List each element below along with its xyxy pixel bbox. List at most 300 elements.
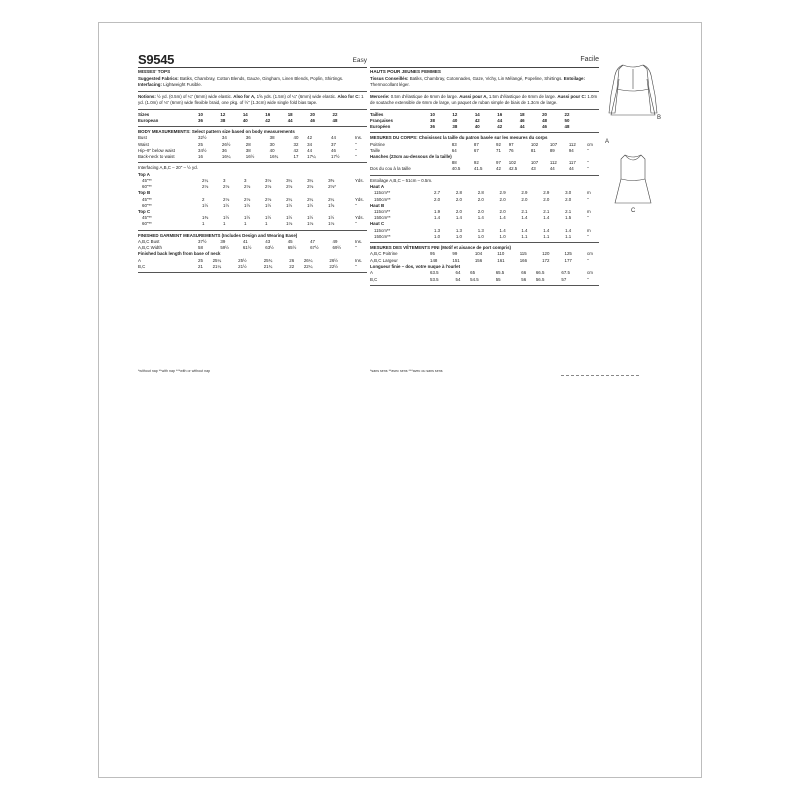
- row-unit: cm: [587, 251, 593, 257]
- cell-value: 17: [293, 154, 299, 160]
- row-unit: cm: [587, 141, 593, 147]
- cell-value: 1.1: [521, 233, 528, 239]
- cell-value: 1⅝: [328, 202, 335, 208]
- cell-value: 12: [220, 111, 226, 117]
- cell-value: 2⅛: [244, 196, 251, 202]
- footnote-fr: *sans sens **avec sens ***avec ou sans sens: [370, 369, 443, 373]
- yardage-table: [138, 172, 367, 228]
- cell-value: 1½: [307, 202, 314, 208]
- cell-value: 2¼: [202, 177, 209, 183]
- cell-value: 26¼: [303, 257, 313, 263]
- body-measurements-title: BODY MEASUREMENTS: Select pattern size based on body measurements: [138, 128, 295, 134]
- cell-value: 30: [269, 141, 275, 147]
- cell-value: 40.5: [451, 166, 461, 172]
- cell-value: 38: [430, 117, 435, 123]
- row-label: B,C: [370, 276, 378, 282]
- row-unit: ": [355, 264, 357, 270]
- cell-value: 112: [549, 160, 557, 166]
- cell-value: 1.3: [455, 227, 462, 233]
- cell-value: 69½: [332, 245, 342, 251]
- cell-value: 12: [452, 111, 458, 117]
- cell-value: 32: [293, 141, 299, 147]
- cell-value: 120: [542, 251, 550, 257]
- cell-value: 1.0: [434, 233, 441, 239]
- cell-value: 41.5: [473, 166, 483, 172]
- cell-value: 2.0: [499, 196, 506, 202]
- cell-value: 25¾: [263, 257, 273, 263]
- row-unit: [355, 118, 367, 124]
- row-unit: ": [587, 276, 589, 282]
- cell-value: 56: [521, 276, 527, 282]
- cell-value: 22: [289, 264, 295, 270]
- table-row: [138, 221, 367, 227]
- cell-value: 1½: [286, 202, 293, 208]
- group-title: Haut A: [370, 184, 384, 190]
- row-label: A: [370, 270, 373, 276]
- cell-value: 1: [244, 221, 247, 227]
- cell-value: 2.0: [434, 196, 441, 202]
- cell-value: 1.5: [565, 215, 572, 221]
- cell-value: 2.0: [565, 196, 572, 202]
- cell-value: 18: [287, 111, 293, 117]
- cell-value: 1½: [286, 215, 293, 221]
- group-title: Haut C: [370, 221, 385, 227]
- cell-value: 2.8: [455, 190, 462, 196]
- cell-value: 64: [451, 147, 457, 153]
- cell-value: 48: [542, 117, 547, 123]
- cell-value: 40: [474, 123, 480, 129]
- row-label: Tailles: [370, 111, 384, 117]
- cell-value: 3¼: [286, 177, 293, 183]
- back-length-title-fr: Longueur finie – dos, votre nuque à l'ourlet: [370, 263, 461, 269]
- cell-value: 2.0: [543, 196, 550, 202]
- notions-paragraph-fr: Mercerie: 0.5m d'élastique de 6mm de large. Aussi pour A, 1.5m d'élastique de 6mm de large. Aussi pour C: 1.0m de soutache extensible de 6mm de large, un paquet de ruban simple de biais de 1.3cm de large.: [370, 93, 598, 105]
- cell-value: 1½: [244, 215, 251, 221]
- group-title: Top C: [138, 208, 151, 214]
- cell-value: 36: [198, 117, 203, 123]
- cell-value: 97: [496, 160, 501, 166]
- row-unit: ": [587, 257, 589, 263]
- row-label: Hip–9" below waist: [138, 147, 175, 153]
- row-unit: ": [587, 196, 589, 202]
- cell-value: 61½: [242, 245, 252, 251]
- cell-value: 16¼: [221, 154, 231, 160]
- interfacing-title: Interfacing A,B,C – 20" – ½ yd.: [138, 165, 198, 171]
- cell-value: 16¾: [269, 154, 279, 160]
- cell-value: 125: [564, 251, 572, 257]
- cell-value: 1⅛: [286, 221, 293, 227]
- cell-value: 32½: [198, 135, 207, 141]
- cell-value: 26½: [329, 257, 338, 263]
- cell-value: 1½: [265, 215, 272, 221]
- cell-value: 172: [542, 257, 550, 263]
- cell-value: 2.9: [543, 190, 550, 196]
- cell-value: 16: [497, 111, 503, 117]
- row-label: Bust: [138, 135, 147, 141]
- cell-value: 67½: [310, 245, 319, 251]
- row-label: 150cm**: [374, 196, 391, 202]
- cell-value: 44: [549, 166, 555, 172]
- cell-value: 63.5: [430, 270, 439, 276]
- cell-value: 42: [265, 117, 271, 123]
- cell-value: 166: [519, 257, 528, 263]
- cell-value: 151: [452, 257, 460, 263]
- cell-value: 44: [287, 117, 293, 123]
- cell-value: 2.9: [499, 190, 506, 196]
- cell-value: 2.1: [521, 208, 528, 214]
- cell-value: 49: [332, 239, 338, 245]
- cell-value: 67.5: [561, 270, 570, 276]
- row-label: Sizes: [138, 111, 150, 117]
- cell-value: 39: [220, 239, 226, 245]
- cell-value: 66: [521, 270, 527, 276]
- cell-value: 1½: [202, 202, 209, 208]
- cell-value: 21: [198, 264, 203, 270]
- row-unit: Ins.: [355, 239, 363, 245]
- cell-value: 56.5: [535, 276, 545, 282]
- cell-value: 22: [564, 111, 570, 117]
- cell-value: 87: [473, 141, 479, 147]
- cell-value: 43: [530, 166, 536, 172]
- cell-value: 18: [519, 111, 525, 117]
- cell-value: 17½: [331, 154, 340, 160]
- cell-value: 88: [451, 160, 457, 166]
- cell-value: 44: [568, 166, 574, 172]
- row-label: 150cm**: [374, 215, 391, 221]
- difficulty-level-fr: Facile: [580, 56, 599, 63]
- english-column: [138, 53, 367, 275]
- row-label: 45"**: [142, 215, 152, 221]
- cell-value: 2¼: [286, 196, 293, 202]
- cell-value: 40: [242, 117, 248, 123]
- cell-value: 43: [265, 239, 271, 245]
- cell-value: 3: [223, 177, 226, 183]
- cell-value: 34: [221, 135, 227, 141]
- cell-value: 2⅛: [223, 196, 230, 202]
- row-label: 115cm**: [374, 190, 391, 196]
- row-unit: ": [355, 221, 357, 227]
- back-length-title: Finished back length from base of neck: [138, 251, 221, 257]
- row-label: B,C: [138, 264, 146, 270]
- interfacing-title-fr: Entoilage A,B,C – 51cm – 0.5m.: [370, 177, 433, 183]
- cell-value: 94: [568, 147, 574, 153]
- cell-value: 89: [549, 147, 555, 153]
- french-header: [370, 53, 599, 68]
- cell-value: 2.1: [543, 208, 550, 214]
- cell-value: 107: [549, 141, 558, 147]
- cell-value: 102: [508, 160, 517, 166]
- garment-illustration: [603, 55, 663, 215]
- cell-value: 1½: [328, 215, 335, 221]
- cell-value: 46: [519, 117, 525, 123]
- row-unit: m: [587, 190, 591, 196]
- cell-value: 25½: [238, 257, 247, 263]
- row-label: Waist: [138, 141, 149, 147]
- cell-value: 1½: [265, 202, 272, 208]
- cell-value: 3.0: [565, 190, 572, 196]
- cell-value: 3¼: [307, 177, 314, 183]
- cell-value: 42: [496, 166, 501, 172]
- group-title: Haut B: [370, 202, 385, 208]
- row-unit: ": [587, 215, 589, 221]
- label-a: A: [605, 139, 610, 145]
- cell-value: 2⅛: [265, 196, 272, 202]
- row-unit: ": [355, 202, 357, 208]
- cell-value: 50: [564, 117, 570, 123]
- finished-measurements-table-fr: [370, 251, 599, 263]
- row-label: Hanches (23cm au-dessous de la taille): [370, 154, 452, 160]
- footnote: *without nap **with nap ***with or without nap: [138, 369, 211, 373]
- cell-value: 2.0: [499, 208, 506, 214]
- french-column: [370, 53, 599, 288]
- cell-value: 1.9: [434, 208, 441, 214]
- cell-value: 2⅛: [244, 184, 251, 190]
- cell-value: 92: [496, 141, 501, 147]
- cell-value: 3⅜: [328, 177, 335, 183]
- cell-value: 65.5: [495, 270, 505, 276]
- cell-value: 37: [331, 141, 336, 147]
- cell-value: 64: [455, 270, 461, 276]
- cell-value: 97: [508, 141, 514, 147]
- cell-value: 58: [198, 245, 203, 251]
- cell-value: 104: [474, 251, 483, 257]
- cell-value: 37½: [198, 239, 207, 245]
- notions-paragraph: Notions: ½ yd. (0.5m) of ¼" (6mm) wide elastic. Also for A, 1⅝ yds. (1.5m) of ¼" (6mm) wide elastic. Also for C: 1 yd. (1.0m) of ⅛" (6mm) wide flexible braid, one pkg. of ½" (1.3cm) wide single fold bias tape.: [138, 93, 364, 105]
- row-label: Européen: [370, 123, 391, 129]
- cell-value: 92: [473, 160, 479, 166]
- row-label: 115cm**: [374, 227, 391, 233]
- cell-value: 63½: [265, 245, 274, 251]
- row-label: 150cm**: [374, 233, 391, 239]
- cell-value: 40: [293, 135, 299, 141]
- cell-value: 34½: [198, 147, 207, 153]
- cell-value: 177: [564, 257, 572, 263]
- pattern-code: S9545: [138, 52, 175, 67]
- cell-value: 21¼: [212, 264, 222, 270]
- cell-value: 42.5: [508, 166, 518, 172]
- garment-title: MISSES' TOPS: [138, 69, 171, 74]
- cell-value: 41: [242, 239, 248, 245]
- cell-value: 2⅛: [307, 184, 314, 190]
- cell-value: 22¼: [303, 264, 313, 270]
- back-length-table-fr: [370, 270, 599, 282]
- cell-value: 2.0: [455, 196, 462, 202]
- table-row: [370, 234, 599, 240]
- cell-value: 102: [530, 141, 539, 147]
- cell-value: 25¼: [212, 257, 222, 263]
- cell-value: 2.0: [455, 208, 462, 214]
- row-label: Dos du cou à la taille: [370, 166, 411, 172]
- cell-value: 38: [452, 123, 458, 129]
- back-length-table: [138, 258, 367, 270]
- cell-value: 95: [430, 251, 435, 257]
- table-row: [370, 166, 599, 172]
- table-row: [138, 118, 367, 124]
- cell-value: 112: [568, 141, 576, 147]
- cell-value: 1.0: [499, 233, 506, 239]
- cell-value: 1⅛: [307, 221, 314, 227]
- cell-value: 1.4: [499, 227, 506, 233]
- body-measurements-title-fr: MESURES DU CORPS: Choisissez la taille du patron basée sur les mesures du corps: [370, 135, 548, 141]
- cell-value: 3: [244, 177, 247, 183]
- cell-value: 2⅛: [202, 184, 209, 190]
- reference-line: [561, 375, 639, 376]
- group-title: Top B: [138, 190, 151, 196]
- row-unit: Ins.: [355, 257, 363, 263]
- cell-value: 36: [221, 147, 227, 153]
- row-label: European: [138, 117, 159, 123]
- row-unit: ": [355, 147, 357, 153]
- body-measurements-table: [138, 135, 367, 160]
- row-unit: ": [587, 147, 589, 153]
- cell-value: 10: [198, 111, 203, 117]
- cell-value: 42: [497, 123, 503, 129]
- cell-value: 44: [331, 135, 336, 141]
- row-unit: cm: [587, 270, 593, 276]
- cell-value: 1½: [223, 202, 230, 208]
- cell-value: 38: [269, 135, 275, 141]
- cell-value: 66.5: [535, 270, 545, 276]
- cell-value: 54.5: [470, 276, 479, 282]
- cell-value: 1.3: [434, 227, 441, 233]
- cell-value: 1.4: [565, 227, 572, 233]
- cell-value: 22: [332, 111, 338, 117]
- cell-value: 20: [542, 111, 547, 117]
- cell-value: 22½: [329, 264, 338, 270]
- cell-value: 44: [307, 147, 313, 153]
- cell-value: 156: [474, 257, 483, 263]
- cell-value: 54: [455, 276, 461, 282]
- cell-value: 1.0: [477, 233, 484, 239]
- cell-value: 48: [564, 123, 570, 129]
- cell-value: 16½: [245, 154, 255, 160]
- cell-value: 44: [519, 123, 525, 129]
- cell-value: 110: [497, 251, 505, 257]
- cell-value: 1.4: [521, 215, 528, 221]
- cell-value: 148: [430, 257, 438, 263]
- cell-value: 17¼: [307, 154, 316, 160]
- cell-value: 16: [265, 111, 271, 117]
- cell-value: 1.4: [434, 215, 441, 221]
- cell-value: 115: [519, 251, 527, 257]
- group-title: Top A: [138, 171, 150, 177]
- cell-value: 117: [568, 160, 576, 166]
- row-label: A,B,C Poitrine: [370, 251, 398, 257]
- cell-value: 14: [474, 111, 480, 117]
- cell-value: 26: [289, 257, 295, 263]
- row-label: A: [138, 257, 141, 263]
- cell-value: 2.0: [477, 208, 484, 214]
- cell-value: 2.0: [477, 196, 484, 202]
- cell-value: 71: [496, 147, 501, 153]
- row-unit: Yds.: [355, 196, 364, 202]
- cell-value: 28: [245, 141, 251, 147]
- finished-measurements-table: [138, 239, 367, 251]
- pattern-sheet: [98, 22, 702, 778]
- row-unit: ": [587, 233, 589, 239]
- cell-value: 67: [473, 147, 479, 153]
- cell-value: 81: [530, 147, 536, 153]
- cell-value: 65½: [287, 245, 297, 251]
- cell-value: 1½: [223, 215, 230, 221]
- cell-value: 1½: [244, 202, 251, 208]
- cell-value: 1.1: [543, 233, 550, 239]
- cell-value: 1.0: [455, 233, 462, 239]
- row-unit: Yds.: [355, 215, 364, 221]
- cell-value: 83: [451, 141, 457, 147]
- cell-value: 65: [470, 270, 476, 276]
- cell-value: 2⅛: [223, 184, 230, 190]
- cell-value: 53.5: [430, 276, 439, 282]
- cell-value: 99: [452, 251, 458, 257]
- meterage-table-fr: [370, 184, 599, 240]
- label-c: C: [631, 208, 636, 214]
- row-label: Taille: [370, 147, 381, 153]
- label-b: B: [657, 115, 662, 121]
- cell-value: 45: [287, 239, 293, 245]
- row-label: Poitrine: [370, 141, 385, 147]
- fabrics-paragraph: Suggested Fabrics: Batiks, Chambray, Cotton Blends, Gauze, Gingham, Linen Blends, Poplin, Shirtings. Interfacing: Lightweight Fusible.: [138, 75, 344, 87]
- cell-value: 21½: [238, 264, 247, 270]
- cell-value: 48: [332, 117, 338, 123]
- cell-value: 2⅛: [265, 184, 272, 190]
- row-label: 45"**: [142, 177, 152, 183]
- difficulty-level: Easy: [352, 57, 367, 64]
- cell-value: 1.4: [543, 227, 550, 233]
- view-b-blouse: [609, 65, 657, 115]
- cell-value: 1: [265, 221, 268, 227]
- cell-value: 2.9: [521, 190, 528, 196]
- cell-value: 1: [202, 221, 205, 227]
- cell-value: 46: [331, 147, 336, 153]
- row-label: Françaises: [370, 117, 393, 123]
- cell-value: 107: [530, 160, 539, 166]
- cell-value: 1.4: [543, 215, 550, 221]
- finished-measurements-title-fr: MESURES DES VÊTEMENTS FINI (Motif et aisance de port compris): [370, 244, 512, 250]
- row-unit: m: [587, 227, 591, 233]
- row-unit: ": [355, 245, 357, 251]
- finished-measurements-title: FINISHED GARMENT MEASUREMENTS (Includes Design and Wearing Ease): [138, 232, 298, 238]
- cell-value: 1.3: [477, 227, 484, 233]
- cell-value: 55: [495, 276, 501, 282]
- cell-value: 36: [430, 123, 435, 129]
- cell-value: 1.4: [477, 215, 484, 221]
- sizes-table: [138, 112, 367, 124]
- table-row: [370, 277, 599, 283]
- cell-value: 2.8: [477, 190, 484, 196]
- cell-value: 2.0: [521, 196, 528, 202]
- cell-value: 42: [307, 135, 313, 141]
- fabrics-paragraph-fr: Tissus Conseillés: Batiks, Chambray, Cotonnades, Gaze, Vichy, Lin Mélangé, Popeline, Shirtings. Entoilage: Thermocollant léger.: [370, 75, 585, 87]
- row-label: Back-neck to waist: [138, 154, 175, 160]
- cell-value: 46: [310, 117, 315, 123]
- cell-value: 2¼: [328, 196, 335, 202]
- cell-value: 26½: [221, 141, 231, 147]
- cell-value: 36: [245, 135, 251, 141]
- row-unit: m: [587, 208, 591, 214]
- table-row: [138, 264, 367, 270]
- cell-value: 161: [497, 257, 505, 263]
- cell-value: 42: [474, 117, 480, 123]
- cell-value: 1.4: [455, 215, 462, 221]
- cell-value: 40: [452, 117, 458, 123]
- cell-value: 1: [223, 221, 226, 227]
- cell-value: 1.4: [499, 215, 506, 221]
- cell-value: 44: [497, 117, 503, 123]
- row-unit: Ins.: [355, 135, 363, 141]
- row-label: 115cm**: [374, 208, 391, 214]
- cell-value: 1⅜: [202, 215, 209, 221]
